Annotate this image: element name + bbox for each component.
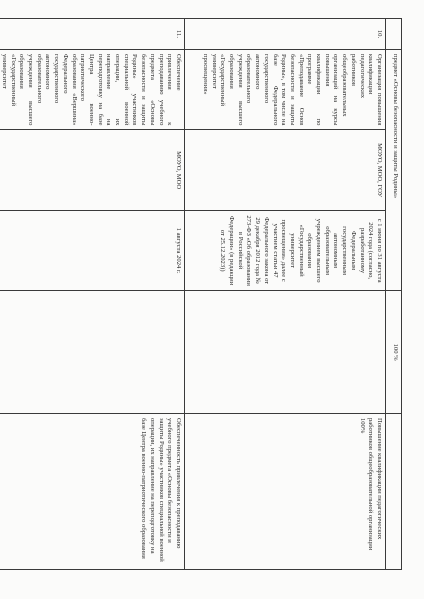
result-cell: Повышение квалификации педагогических работников общеобразовательной организации 100% [185, 413, 386, 569]
table-row [185, 19, 386, 570]
result-cell: Обеспеченность привлечения к преподаванию учебного предмета «Основы безопасности и защиты Родины» участников специальной военной операции, их направление на переподготовку на базе Центра военно-патриотического образования [0, 413, 185, 569]
indicator-cell [0, 291, 185, 414]
activity-cell: Организация повышения квалификации педагогических работников общеобразовательных организаций на курсы повышения квалификации по программе «Преподавание Основ безопасности и защиты Родины», в том числе на базе Федерального государственного автономного образовательного учреждения высшего образования «Государственный университет просвещения» [185, 49, 386, 129]
header-num-cell [386, 19, 402, 50]
table-header-row [386, 19, 402, 570]
plan-table [0, 18, 402, 570]
indicator-value: 100 % [386, 291, 402, 414]
term-cell: с 1 июня по 31 августа 2024 года (согласно, разработанному Федеральным государственным автономным образовательным учреждением высшего образования «Государственный университет просвещения» далее с участием статьи 47 Федерального закона от 29 декабря 2012 года № 273-ФЗ «Об образовании в Российской Федерации» (в редакции от 25.12.2023)) [185, 210, 386, 290]
activity-cell: Обеспечение привлечения к преподаванию учебного предмета «Основы безопасности и защиты Родины» участников специальной военной операции, их направление на переподготовку на базе Центра военно-патриотического образования «Вершина» Федерального государственного автономного образовательного учреждения высшего образования «Государственный университет [0, 49, 185, 129]
header-result-cell [386, 413, 402, 569]
responsible-cell: МОУО, МОО, ГОУ [185, 130, 386, 210]
row-number: 11. [0, 19, 185, 50]
section-title: предмет «Основы безопасности и защиты Родины» [386, 49, 402, 290]
indicator-cell [185, 291, 386, 414]
table-row [0, 19, 185, 570]
term-cell: 1 августа 2024 г. [0, 210, 185, 290]
responsible-cell: МОУО, МОО [0, 130, 185, 210]
row-number: 10. [185, 19, 386, 50]
